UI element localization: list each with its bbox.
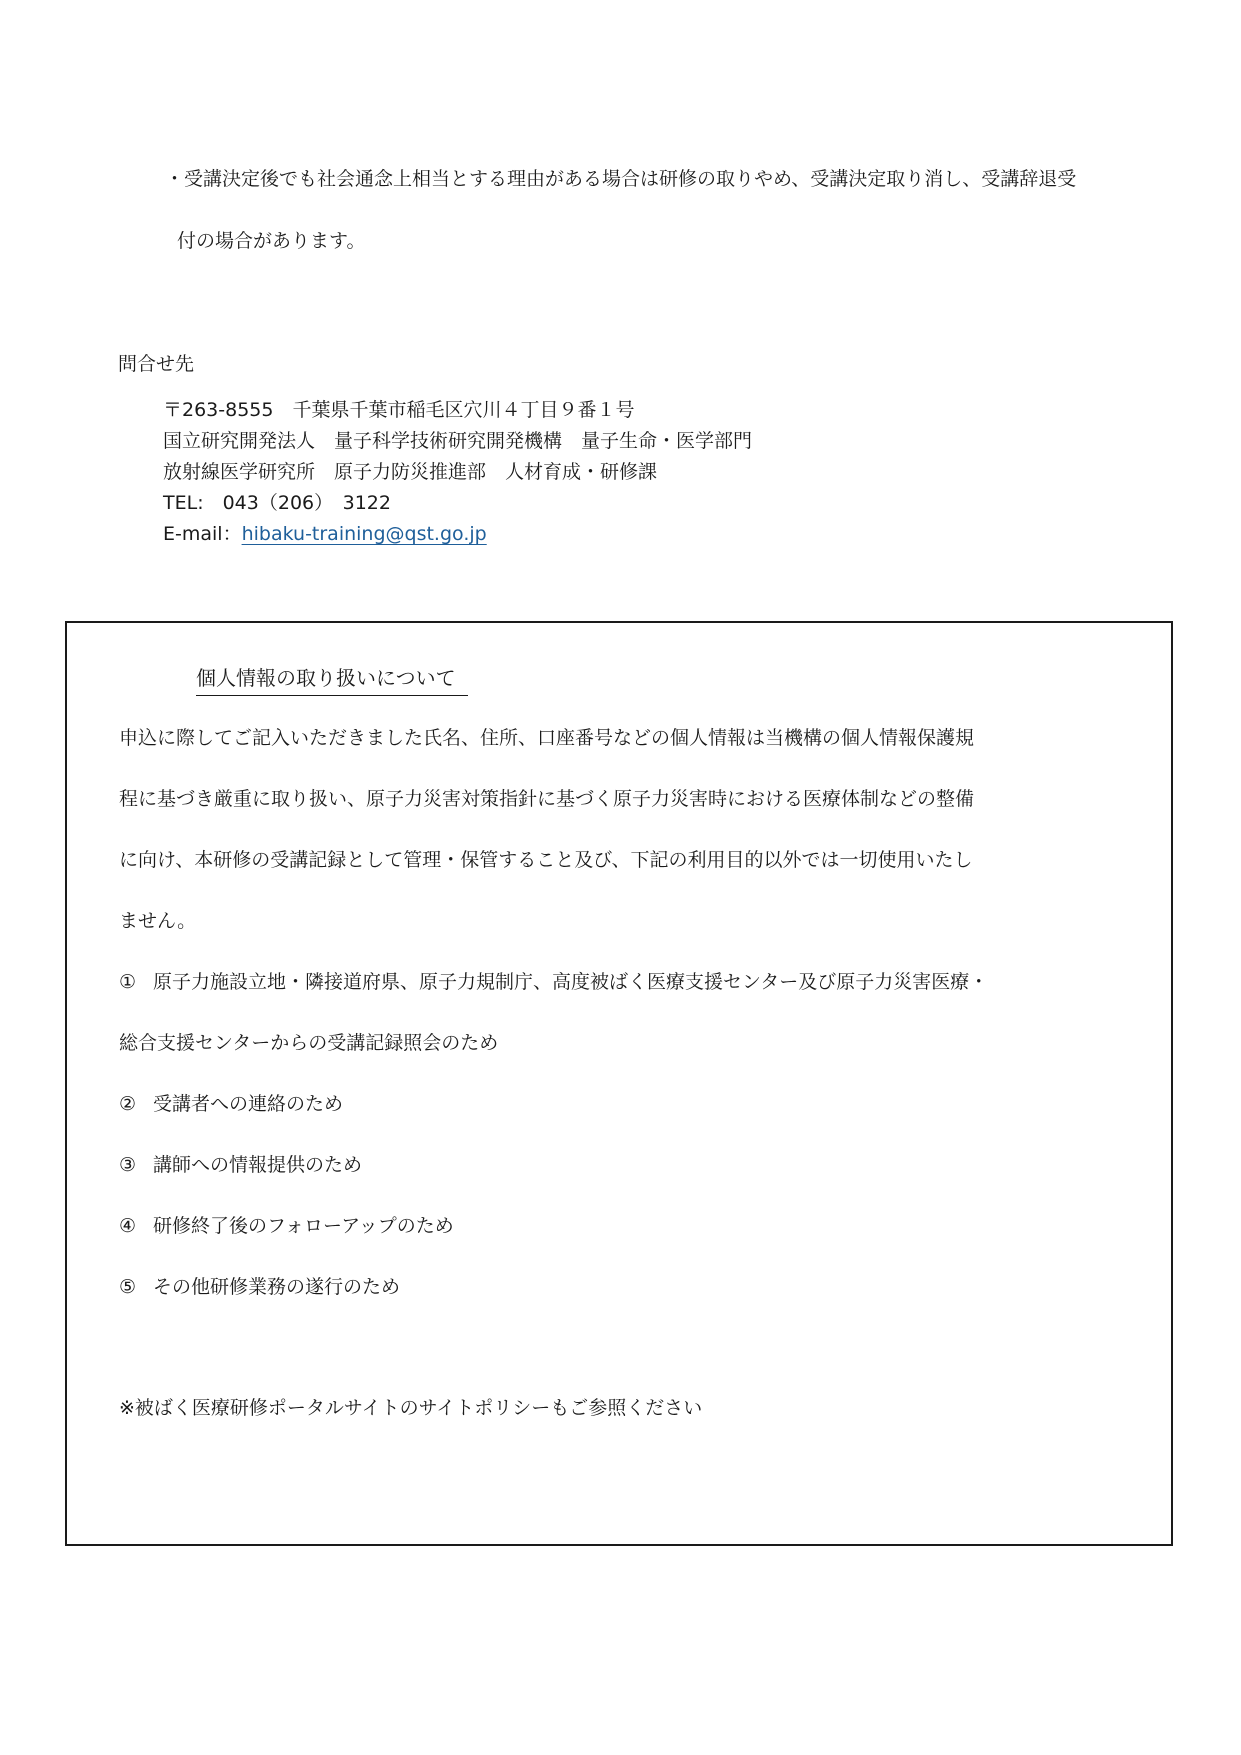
item-text: 受講者への連絡のため bbox=[153, 1093, 344, 1115]
item-text: 研修終了後のフォローアップのため bbox=[153, 1215, 454, 1237]
purpose-item-2 bbox=[119, 1089, 343, 1116]
item-marker: ⑤ bbox=[119, 1276, 137, 1298]
purpose-item-1-continuation: 総合支援センターからの受講記録照会のため bbox=[119, 1032, 499, 1054]
privacy-footnote: ※被ばく医療研修ポータルサイトのサイトポリシーもご参照ください bbox=[119, 1397, 703, 1419]
contact-address: 〒263-8555 千葉県千葉市稲毛区穴川４丁目９番１号 bbox=[163, 399, 635, 421]
notice-line-2: 付の場合があります。 bbox=[177, 230, 366, 252]
purpose-item-5 bbox=[119, 1272, 400, 1299]
contact-heading: 問合せ先 bbox=[118, 353, 195, 375]
item-marker: ② bbox=[119, 1093, 137, 1115]
item-text: その他研修業務の遂行のため bbox=[153, 1276, 401, 1298]
item-marker: ③ bbox=[119, 1154, 137, 1176]
privacy-paragraph-line-4: ません。 bbox=[119, 910, 197, 932]
contact-email-row bbox=[163, 519, 487, 546]
item-text: 原子力施設立地・隣接道府県、原子力規制庁、高度被ばく医療支援センター及び原子力災害医療・ bbox=[153, 971, 989, 993]
item-marker: ④ bbox=[119, 1215, 137, 1237]
contact-department: 放射線医学研究所 原子力防災推進部 人材育成・研修課 bbox=[163, 461, 658, 483]
privacy-notice-box bbox=[65, 621, 1173, 1546]
purpose-item-3 bbox=[119, 1150, 362, 1177]
privacy-paragraph-line-1: 申込に際してご記入いただきました氏名、住所、口座番号などの個人情報は当機構の個人情報保護規 bbox=[119, 727, 975, 749]
email-label: E-mail： bbox=[163, 523, 242, 545]
privacy-paragraph-line-2: 程に基づき厳重に取り扱い、原子力災害対策指針に基づく原子力災害時における医療体制などの整備 bbox=[119, 788, 975, 810]
email-link[interactable]: hibaku-training@qst.go.jp bbox=[241, 523, 487, 545]
item-marker: ① bbox=[119, 971, 137, 993]
contact-organization: 国立研究開発法人 量子科学技術研究開発機構 量子生命・医学部門 bbox=[163, 430, 753, 452]
privacy-paragraph-line-3: に向け、本研修の受講記録として管理・保管すること及び、下記の利用目的以外では一切使用いたし bbox=[119, 849, 973, 871]
purpose-item-4 bbox=[119, 1211, 454, 1238]
item-text: 講師への情報提供のため bbox=[153, 1154, 363, 1176]
purpose-item-1 bbox=[119, 967, 988, 994]
contact-tel: TEL: 043（206） 3122 bbox=[163, 492, 391, 514]
privacy-title: 個人情報の取り扱いについて bbox=[196, 662, 468, 696]
notice-line-1: ・受講決定後でも社会通念上相当とする理由がある場合は研修の取りやめ、受講決定取り消し、受講辞退受 bbox=[165, 168, 1077, 190]
